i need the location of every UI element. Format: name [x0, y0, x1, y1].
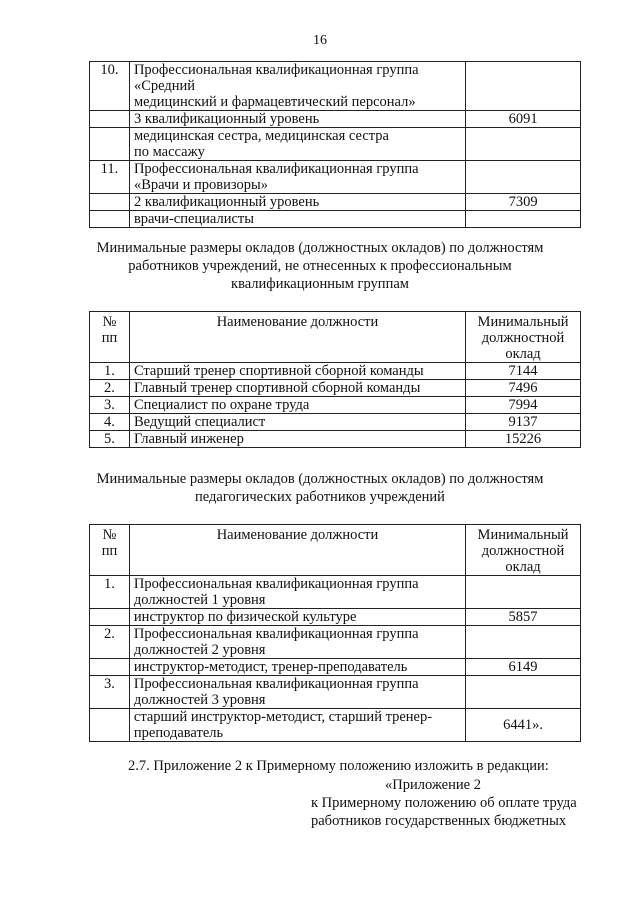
- row-text: инструктор по физической культуре: [129, 609, 465, 626]
- section-heading: Минимальные размеры окладов (должностных окладов) по должностям педагогических работников учреждений: [96, 471, 544, 505]
- table-row: [90, 414, 581, 431]
- row-number: 1.: [90, 576, 130, 609]
- table-row: [90, 659, 581, 676]
- row-value: [466, 676, 581, 709]
- row-number: 5.: [90, 431, 130, 448]
- row-value: [466, 211, 581, 228]
- appendix-subtitle-line: работников государственных бюджетных: [311, 813, 567, 829]
- table-row: [90, 194, 581, 211]
- row-text: инструктор-методист, тренер-преподаватель: [129, 659, 465, 676]
- row-number: 2.: [90, 380, 130, 397]
- row-position: Главный тренер спортивной сборной команды: [129, 380, 465, 397]
- header-salary: Минимальный должностной оклад: [466, 312, 581, 363]
- row-number: [90, 211, 130, 228]
- qualification-table: [89, 61, 581, 228]
- table-row: [90, 380, 581, 397]
- table-row: [90, 626, 581, 659]
- pedagogical-positions-table: [89, 524, 581, 742]
- table-row: [90, 62, 581, 111]
- row-position: Главный инженер: [129, 431, 465, 448]
- header-position: Наименование должности: [129, 312, 465, 363]
- table-row: [90, 211, 581, 228]
- row-value: 9137: [466, 414, 581, 431]
- page-number: 16: [313, 33, 327, 48]
- row-number: [90, 709, 130, 742]
- row-text: 3 квалификационный уровень: [129, 111, 465, 128]
- section-heading: Минимальные размеры окладов (должностных окладов) по должностям работников учреждений, не отнесенных к профессиональным квалификационным группам: [96, 240, 544, 292]
- table-row: [90, 609, 581, 626]
- row-number: [90, 659, 130, 676]
- row-number: 4.: [90, 414, 130, 431]
- table-row: [90, 128, 581, 161]
- row-text: старший инструктор-методист, старший тренер- преподаватель: [129, 709, 465, 742]
- header-salary: Минимальный должностной оклад: [466, 525, 581, 576]
- table-row: [90, 576, 581, 609]
- table-header-row: [90, 312, 581, 363]
- row-value: 6441».: [466, 709, 581, 742]
- table-header-row: [90, 525, 581, 576]
- row-value: [466, 128, 581, 161]
- row-text: Профессиональная квалификационная группа должностей 3 уровня: [129, 676, 465, 709]
- row-number: 3.: [90, 676, 130, 709]
- row-value: [466, 161, 581, 194]
- row-number: 3.: [90, 397, 130, 414]
- row-value: [466, 576, 581, 609]
- row-value: [466, 626, 581, 659]
- appendix-subtitle-line: к Примерному положению об оплате труда: [311, 795, 577, 811]
- row-number: 1.: [90, 363, 130, 380]
- row-position: Ведущий специалист: [129, 414, 465, 431]
- row-value: 7144: [466, 363, 581, 380]
- row-value: 7309: [466, 194, 581, 211]
- header-number: № пп: [90, 312, 130, 363]
- row-position: Старший тренер спортивной сборной команды: [129, 363, 465, 380]
- row-value: 15226: [466, 431, 581, 448]
- row-number: 11.: [90, 161, 130, 194]
- table-row: [90, 709, 581, 742]
- row-value: [466, 62, 581, 111]
- row-text: Профессиональная квалификационная группа «Врачи и провизоры»: [129, 161, 465, 194]
- row-value: 7994: [466, 397, 581, 414]
- row-number: [90, 609, 130, 626]
- header-position: Наименование должности: [129, 525, 465, 576]
- amendment-paragraph: 2.7. Приложение 2 к Примерному положению изложить в редакции:: [128, 758, 549, 774]
- row-number: 2.: [90, 626, 130, 659]
- table-row: [90, 161, 581, 194]
- row-number: [90, 111, 130, 128]
- non-qualified-positions-table: [89, 311, 581, 448]
- row-value: 7496: [466, 380, 581, 397]
- row-text: врачи-специалисты: [129, 211, 465, 228]
- table-row: [90, 397, 581, 414]
- table-row: [90, 363, 581, 380]
- row-text: медицинская сестра, медицинская сестра по массажу: [129, 128, 465, 161]
- table-row: [90, 111, 581, 128]
- row-value: 5857: [466, 609, 581, 626]
- row-text: Профессиональная квалификационная группа «Средний медицинский и фармацевтический персонал»: [129, 62, 465, 111]
- row-text: 2 квалификационный уровень: [129, 194, 465, 211]
- table-row: [90, 676, 581, 709]
- row-text: Профессиональная квалификационная группа должностей 1 уровня: [129, 576, 465, 609]
- row-number: [90, 128, 130, 161]
- row-position: Специалист по охране труда: [129, 397, 465, 414]
- table-row: [90, 431, 581, 448]
- row-number: [90, 194, 130, 211]
- row-value: 6091: [466, 111, 581, 128]
- row-number: 10.: [90, 62, 130, 111]
- header-number: № пп: [90, 525, 130, 576]
- row-text: Профессиональная квалификационная группа должностей 2 уровня: [129, 626, 465, 659]
- row-value: 6149: [466, 659, 581, 676]
- appendix-title: «Приложение 2: [385, 777, 481, 793]
